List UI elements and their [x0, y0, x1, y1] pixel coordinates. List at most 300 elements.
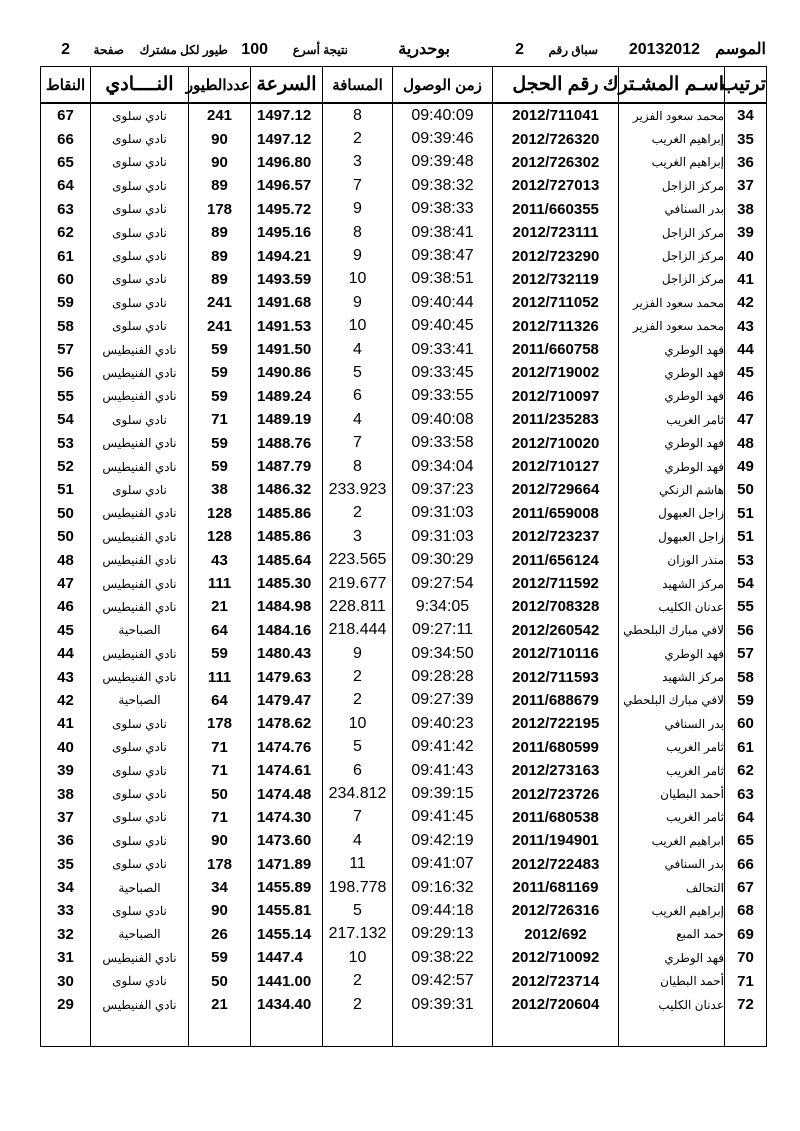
- cell-speed: 1447.4: [251, 946, 323, 969]
- cell-ring: 2012/710116: [493, 642, 619, 665]
- cell-speed: 1474.61: [251, 759, 323, 782]
- cell-rank: 46: [725, 385, 767, 408]
- col-speed: السرعة: [251, 67, 323, 104]
- cell-ring: 2012/710020: [493, 431, 619, 454]
- cell-name: التحالف: [619, 876, 725, 899]
- cell-arrival: 09:33:41: [393, 338, 493, 361]
- cell-name: إبراهيم الغريب: [619, 899, 725, 922]
- cell-name: إبراهيم الغريب: [619, 127, 725, 150]
- cell-club: نادي سلوى: [91, 268, 189, 291]
- cell-ring: 2012/727013: [493, 174, 619, 197]
- cell-distance: 228.811: [323, 595, 393, 618]
- cell-distance: 5: [323, 736, 393, 759]
- col-club: النــــادي: [91, 67, 189, 104]
- cell-arrival: 09:29:13: [393, 923, 493, 946]
- cell-name: مركز الزاجل: [619, 174, 725, 197]
- col-birds: عددالطيور: [189, 67, 251, 104]
- cell-name: عدنان الكليب: [619, 993, 725, 1016]
- cell-name: فهد الوطري: [619, 431, 725, 454]
- cell-arrival: 09:42:57: [393, 969, 493, 992]
- cell-club: نادي سلوى: [91, 736, 189, 759]
- cell-birds: 71: [189, 759, 251, 782]
- cell-distance: 4: [323, 829, 393, 852]
- cell-name: محمد سعود الفزير: [619, 315, 725, 338]
- cell-speed: 1485.86: [251, 525, 323, 548]
- cell-club: نادي سلوى: [91, 969, 189, 992]
- cell-ring: 2011/680538: [493, 806, 619, 829]
- cell-ring: 2012/723111: [493, 221, 619, 244]
- cell-club: نادي الفنيطيس: [91, 642, 189, 665]
- cell-ring: 2012/723726: [493, 782, 619, 805]
- cell-rank: 41: [725, 268, 767, 291]
- cell-birds: 38: [189, 478, 251, 501]
- cell-rank: 66: [725, 853, 767, 876]
- cell-distance: 10: [323, 268, 393, 291]
- cell-distance: 11: [323, 853, 393, 876]
- cell-arrival: 09:28:28: [393, 665, 493, 688]
- cell-name: فهد الوطري: [619, 642, 725, 665]
- cell-rank: 69: [725, 923, 767, 946]
- cell-speed: 1434.40: [251, 993, 323, 1016]
- cell-birds: 90: [189, 899, 251, 922]
- cell-arrival: 09:16:32: [393, 876, 493, 899]
- cell-arrival: 09:39:31: [393, 993, 493, 1016]
- race-number: 2: [515, 41, 524, 58]
- cell-distance: 223.565: [323, 548, 393, 571]
- cell-arrival: 09:33:55: [393, 385, 493, 408]
- cell-birds: 59: [189, 385, 251, 408]
- col-arrival: زمن الوصول: [393, 67, 493, 104]
- report-header: [40, 38, 766, 62]
- col-rank: ترتيب: [725, 67, 767, 104]
- cell-speed: 1455.14: [251, 923, 323, 946]
- cell-arrival: 09:27:39: [393, 689, 493, 712]
- cell-distance: 10: [323, 712, 393, 735]
- cell-ring: 2012/726302: [493, 151, 619, 174]
- table-row: [41, 103, 767, 127]
- table-row: [41, 525, 767, 548]
- result-label: نتيجة أسرع: [292, 43, 348, 57]
- cell-points: 51: [41, 478, 91, 501]
- cell-distance: 4: [323, 338, 393, 361]
- cell-ring: 2012/732119: [493, 268, 619, 291]
- col-distance: المسافة: [323, 67, 393, 104]
- cell-distance: 10: [323, 946, 393, 969]
- cell-club: نادي سلوى: [91, 408, 189, 431]
- cell-birds: 59: [189, 455, 251, 478]
- cell-ring: 2012/273163: [493, 759, 619, 782]
- cell-arrival: 09:27:11: [393, 619, 493, 642]
- cell-club: نادي الفنيطيس: [91, 361, 189, 384]
- cell-birds: 89: [189, 244, 251, 267]
- cell-ring: 2012/711041: [493, 103, 619, 127]
- filler-cell: [189, 1016, 251, 1047]
- cell-club: نادي الفنيطيس: [91, 338, 189, 361]
- cell-distance: 9: [323, 642, 393, 665]
- cell-name: محمد سعود الفزير: [619, 103, 725, 127]
- cell-points: 41: [41, 712, 91, 735]
- cell-distance: 2: [323, 689, 393, 712]
- table-row: [41, 876, 767, 899]
- cell-points: 35: [41, 853, 91, 876]
- cell-club: نادي الفنيطيس: [91, 946, 189, 969]
- cell-name: ثامر الغريب: [619, 759, 725, 782]
- cell-birds: 241: [189, 315, 251, 338]
- cell-points: 58: [41, 315, 91, 338]
- table-row: [41, 993, 767, 1016]
- cell-rank: 70: [725, 946, 767, 969]
- cell-distance: 8: [323, 103, 393, 127]
- cell-points: 52: [41, 455, 91, 478]
- table-row: [41, 221, 767, 244]
- cell-birds: 59: [189, 946, 251, 969]
- table-row: [41, 665, 767, 688]
- cell-ring: 2012/723237: [493, 525, 619, 548]
- cell-arrival: 09:40:08: [393, 408, 493, 431]
- cell-rank: 44: [725, 338, 767, 361]
- cell-arrival: 09:34:04: [393, 455, 493, 478]
- cell-rank: 65: [725, 829, 767, 852]
- cell-arrival: 09:40:09: [393, 103, 493, 127]
- table-row: [41, 806, 767, 829]
- cell-arrival: 09:41:42: [393, 736, 493, 759]
- cell-distance: 6: [323, 385, 393, 408]
- cell-distance: 9: [323, 244, 393, 267]
- table-row: [41, 759, 767, 782]
- cell-points: 63: [41, 198, 91, 221]
- cell-birds: 64: [189, 689, 251, 712]
- cell-points: 42: [41, 689, 91, 712]
- cell-speed: 1493.59: [251, 268, 323, 291]
- cell-ring: 2012/692: [493, 923, 619, 946]
- table-row: [41, 291, 767, 314]
- cell-birds: 43: [189, 548, 251, 571]
- cell-ring: 2011/659008: [493, 502, 619, 525]
- cell-birds: 241: [189, 103, 251, 127]
- cell-points: 62: [41, 221, 91, 244]
- cell-name: فهد الوطري: [619, 361, 725, 384]
- cell-speed: 1480.43: [251, 642, 323, 665]
- cell-rank: 63: [725, 782, 767, 805]
- cell-distance: 8: [323, 455, 393, 478]
- cell-club: نادي سلوى: [91, 759, 189, 782]
- cell-name: ثامر الغريب: [619, 806, 725, 829]
- cell-ring: 2012/260542: [493, 619, 619, 642]
- cell-club: نادي سلوى: [91, 127, 189, 150]
- cell-ring: 2012/710092: [493, 946, 619, 969]
- table-row: [41, 127, 767, 150]
- cell-points: 55: [41, 385, 91, 408]
- cell-name: ابراهيم الغريب: [619, 829, 725, 852]
- cell-arrival: 09:41:07: [393, 853, 493, 876]
- cell-distance: 2: [323, 127, 393, 150]
- cell-speed: 1497.12: [251, 127, 323, 150]
- cell-speed: 1484.16: [251, 619, 323, 642]
- cell-birds: 128: [189, 502, 251, 525]
- cell-distance: 218.444: [323, 619, 393, 642]
- cell-points: 31: [41, 946, 91, 969]
- cell-points: 50: [41, 502, 91, 525]
- cell-speed: 1484.98: [251, 595, 323, 618]
- cell-name: فهد الوطري: [619, 338, 725, 361]
- cell-speed: 1494.21: [251, 244, 323, 267]
- cell-points: 66: [41, 127, 91, 150]
- table-row: [41, 268, 767, 291]
- filler-cell: [619, 1016, 725, 1047]
- cell-arrival: 09:33:58: [393, 431, 493, 454]
- table-row: [41, 782, 767, 805]
- cell-rank: 51: [725, 502, 767, 525]
- cell-rank: 67: [725, 876, 767, 899]
- table-row: [41, 431, 767, 454]
- cell-points: 40: [41, 736, 91, 759]
- cell-points: 44: [41, 642, 91, 665]
- cell-name: فهد الوطري: [619, 385, 725, 408]
- cell-club: نادي الفنيطيس: [91, 572, 189, 595]
- filler-cell: [251, 1016, 323, 1047]
- table-filler-row: [41, 1016, 767, 1047]
- table-row: [41, 572, 767, 595]
- cell-rank: 56: [725, 619, 767, 642]
- cell-ring: 2012/708328: [493, 595, 619, 618]
- cell-rank: 62: [725, 759, 767, 782]
- table-row: [41, 923, 767, 946]
- cell-ring: 2011/688679: [493, 689, 619, 712]
- cell-club: نادي سلوى: [91, 174, 189, 197]
- cell-birds: 59: [189, 361, 251, 384]
- cell-rank: 48: [725, 431, 767, 454]
- cell-rank: 51: [725, 525, 767, 548]
- table-body: [41, 103, 767, 1047]
- cell-ring: 2012/710127: [493, 455, 619, 478]
- cell-name: زاجل العبهول: [619, 502, 725, 525]
- cell-arrival: 09:31:03: [393, 502, 493, 525]
- cell-points: 67: [41, 103, 91, 127]
- cell-ring: 2012/711052: [493, 291, 619, 314]
- cell-name: لافي مبارك البلحطي: [619, 619, 725, 642]
- cell-birds: 71: [189, 736, 251, 759]
- cell-ring: 2011/680599: [493, 736, 619, 759]
- cell-birds: 59: [189, 431, 251, 454]
- cell-name: ثامر الغريب: [619, 736, 725, 759]
- cell-club: نادي سلوى: [91, 151, 189, 174]
- cell-name: بدر السنافي: [619, 198, 725, 221]
- cell-points: 43: [41, 665, 91, 688]
- cell-birds: 59: [189, 338, 251, 361]
- table-row: [41, 689, 767, 712]
- cell-name: أحمد البطيان: [619, 782, 725, 805]
- table-row: [41, 595, 767, 618]
- cell-distance: 5: [323, 899, 393, 922]
- cell-club: الصباحية: [91, 876, 189, 899]
- cell-rank: 53: [725, 548, 767, 571]
- cell-rank: 45: [725, 361, 767, 384]
- cell-name: إبراهيم الغريب: [619, 151, 725, 174]
- table-row: [41, 502, 767, 525]
- cell-rank: 72: [725, 993, 767, 1016]
- cell-name: لافي مبارك البلحطي: [619, 689, 725, 712]
- cell-rank: 61: [725, 736, 767, 759]
- cell-birds: 241: [189, 291, 251, 314]
- cell-ring: 2012/719002: [493, 361, 619, 384]
- filler-cell: [91, 1016, 189, 1047]
- cell-birds: 50: [189, 782, 251, 805]
- cell-speed: 1495.16: [251, 221, 323, 244]
- cell-speed: 1485.64: [251, 548, 323, 571]
- cell-club: نادي سلوى: [91, 244, 189, 267]
- cell-arrival: 09:38:32: [393, 174, 493, 197]
- table-row: [41, 899, 767, 922]
- cell-arrival: 9:34:05: [393, 595, 493, 618]
- table-row: [41, 853, 767, 876]
- cell-points: 56: [41, 361, 91, 384]
- cell-rank: 57: [725, 642, 767, 665]
- cell-birds: 71: [189, 408, 251, 431]
- cell-club: الصباحية: [91, 923, 189, 946]
- cell-birds: 89: [189, 174, 251, 197]
- cell-birds: 178: [189, 712, 251, 735]
- cell-speed: 1474.76: [251, 736, 323, 759]
- cell-speed: 1487.79: [251, 455, 323, 478]
- cell-arrival: 09:31:03: [393, 525, 493, 548]
- cell-birds: 89: [189, 268, 251, 291]
- cell-club: نادي سلوى: [91, 712, 189, 735]
- filler-cell: [323, 1016, 393, 1047]
- page-number: 2: [61, 41, 70, 58]
- cell-points: 53: [41, 431, 91, 454]
- cell-points: 45: [41, 619, 91, 642]
- filler-cell: [493, 1016, 619, 1047]
- cell-ring: 2012/720604: [493, 993, 619, 1016]
- cell-points: 33: [41, 899, 91, 922]
- cell-distance: 7: [323, 174, 393, 197]
- cell-speed: 1496.80: [251, 151, 323, 174]
- table-row: [41, 315, 767, 338]
- results-table: [40, 66, 767, 1047]
- cell-ring: 2012/726320: [493, 127, 619, 150]
- cell-club: نادي الفنيطيس: [91, 993, 189, 1016]
- cell-speed: 1455.89: [251, 876, 323, 899]
- cell-club: نادي سلوى: [91, 198, 189, 221]
- cell-speed: 1485.30: [251, 572, 323, 595]
- cell-points: 39: [41, 759, 91, 782]
- cell-arrival: 09:39:15: [393, 782, 493, 805]
- cell-birds: 21: [189, 993, 251, 1016]
- col-points: النقاط: [41, 67, 91, 104]
- cell-name: فهد الوطري: [619, 946, 725, 969]
- cell-birds: 178: [189, 853, 251, 876]
- cell-points: 38: [41, 782, 91, 805]
- cell-speed: 1489.19: [251, 408, 323, 431]
- cell-rank: 58: [725, 665, 767, 688]
- cell-club: نادي الفنيطيس: [91, 431, 189, 454]
- filler-cell: [725, 1016, 767, 1047]
- cell-ring: 2012/710097: [493, 385, 619, 408]
- cell-arrival: 09:30:29: [393, 548, 493, 571]
- cell-speed: 1479.47: [251, 689, 323, 712]
- cell-name: بدر السنافي: [619, 712, 725, 735]
- cell-speed: 1478.62: [251, 712, 323, 735]
- cell-name: أحمد البطيان: [619, 969, 725, 992]
- cell-speed: 1489.24: [251, 385, 323, 408]
- cell-points: 30: [41, 969, 91, 992]
- cell-rank: 49: [725, 455, 767, 478]
- table-row: [41, 736, 767, 759]
- cell-arrival: 09:38:51: [393, 268, 493, 291]
- cell-rank: 59: [725, 689, 767, 712]
- birds-label: طيور لكل مشترك: [139, 43, 228, 57]
- cell-arrival: 09:38:47: [393, 244, 493, 267]
- cell-rank: 42: [725, 291, 767, 314]
- cell-speed: 1455.81: [251, 899, 323, 922]
- cell-club: نادي سلوى: [91, 315, 189, 338]
- cell-speed: 1495.72: [251, 198, 323, 221]
- cell-birds: 34: [189, 876, 251, 899]
- cell-distance: 8: [323, 221, 393, 244]
- cell-birds: 71: [189, 806, 251, 829]
- cell-arrival: 09:40:23: [393, 712, 493, 735]
- table-row: [41, 198, 767, 221]
- cell-birds: 59: [189, 642, 251, 665]
- cell-ring: 2011/656124: [493, 548, 619, 571]
- cell-points: 61: [41, 244, 91, 267]
- cell-speed: 1479.63: [251, 665, 323, 688]
- season-label: الموسم: [715, 41, 766, 58]
- cell-speed: 1491.53: [251, 315, 323, 338]
- cell-distance: 7: [323, 431, 393, 454]
- filler-cell: [393, 1016, 493, 1047]
- cell-distance: 198.778: [323, 876, 393, 899]
- cell-speed: 1496.57: [251, 174, 323, 197]
- cell-rank: 64: [725, 806, 767, 829]
- cell-rank: 71: [725, 969, 767, 992]
- cell-rank: 50: [725, 478, 767, 501]
- cell-name: مركز الشهيد: [619, 665, 725, 688]
- cell-rank: 38: [725, 198, 767, 221]
- cell-name: مركز الزاجل: [619, 244, 725, 267]
- cell-rank: 55: [725, 595, 767, 618]
- cell-speed: 1474.48: [251, 782, 323, 805]
- cell-ring: 2012/726316: [493, 899, 619, 922]
- cell-rank: 36: [725, 151, 767, 174]
- cell-name: عدنان الكليب: [619, 595, 725, 618]
- cell-speed: 1497.12: [251, 103, 323, 127]
- cell-ring: 2012/711593: [493, 665, 619, 688]
- cell-arrival: 09:41:45: [393, 806, 493, 829]
- cell-club: نادي سلوى: [91, 853, 189, 876]
- cell-arrival: 09:40:45: [393, 315, 493, 338]
- table-row: [41, 174, 767, 197]
- cell-arrival: 09:33:45: [393, 361, 493, 384]
- cell-distance: 6: [323, 759, 393, 782]
- cell-distance: 3: [323, 525, 393, 548]
- cell-distance: 10: [323, 315, 393, 338]
- cell-speed: 1491.50: [251, 338, 323, 361]
- cell-birds: 90: [189, 829, 251, 852]
- cell-birds: 90: [189, 127, 251, 150]
- cell-distance: 2: [323, 993, 393, 1016]
- cell-name: محمد سعود الفزير: [619, 291, 725, 314]
- cell-points: 57: [41, 338, 91, 361]
- cell-speed: 1473.60: [251, 829, 323, 852]
- cell-points: 47: [41, 572, 91, 595]
- table-row: [41, 548, 767, 571]
- cell-rank: 39: [725, 221, 767, 244]
- cell-arrival: 09:38:41: [393, 221, 493, 244]
- col-name: اسـم المشـترك: [619, 67, 725, 104]
- cell-distance: 2: [323, 665, 393, 688]
- cell-club: نادي الفنيطيس: [91, 502, 189, 525]
